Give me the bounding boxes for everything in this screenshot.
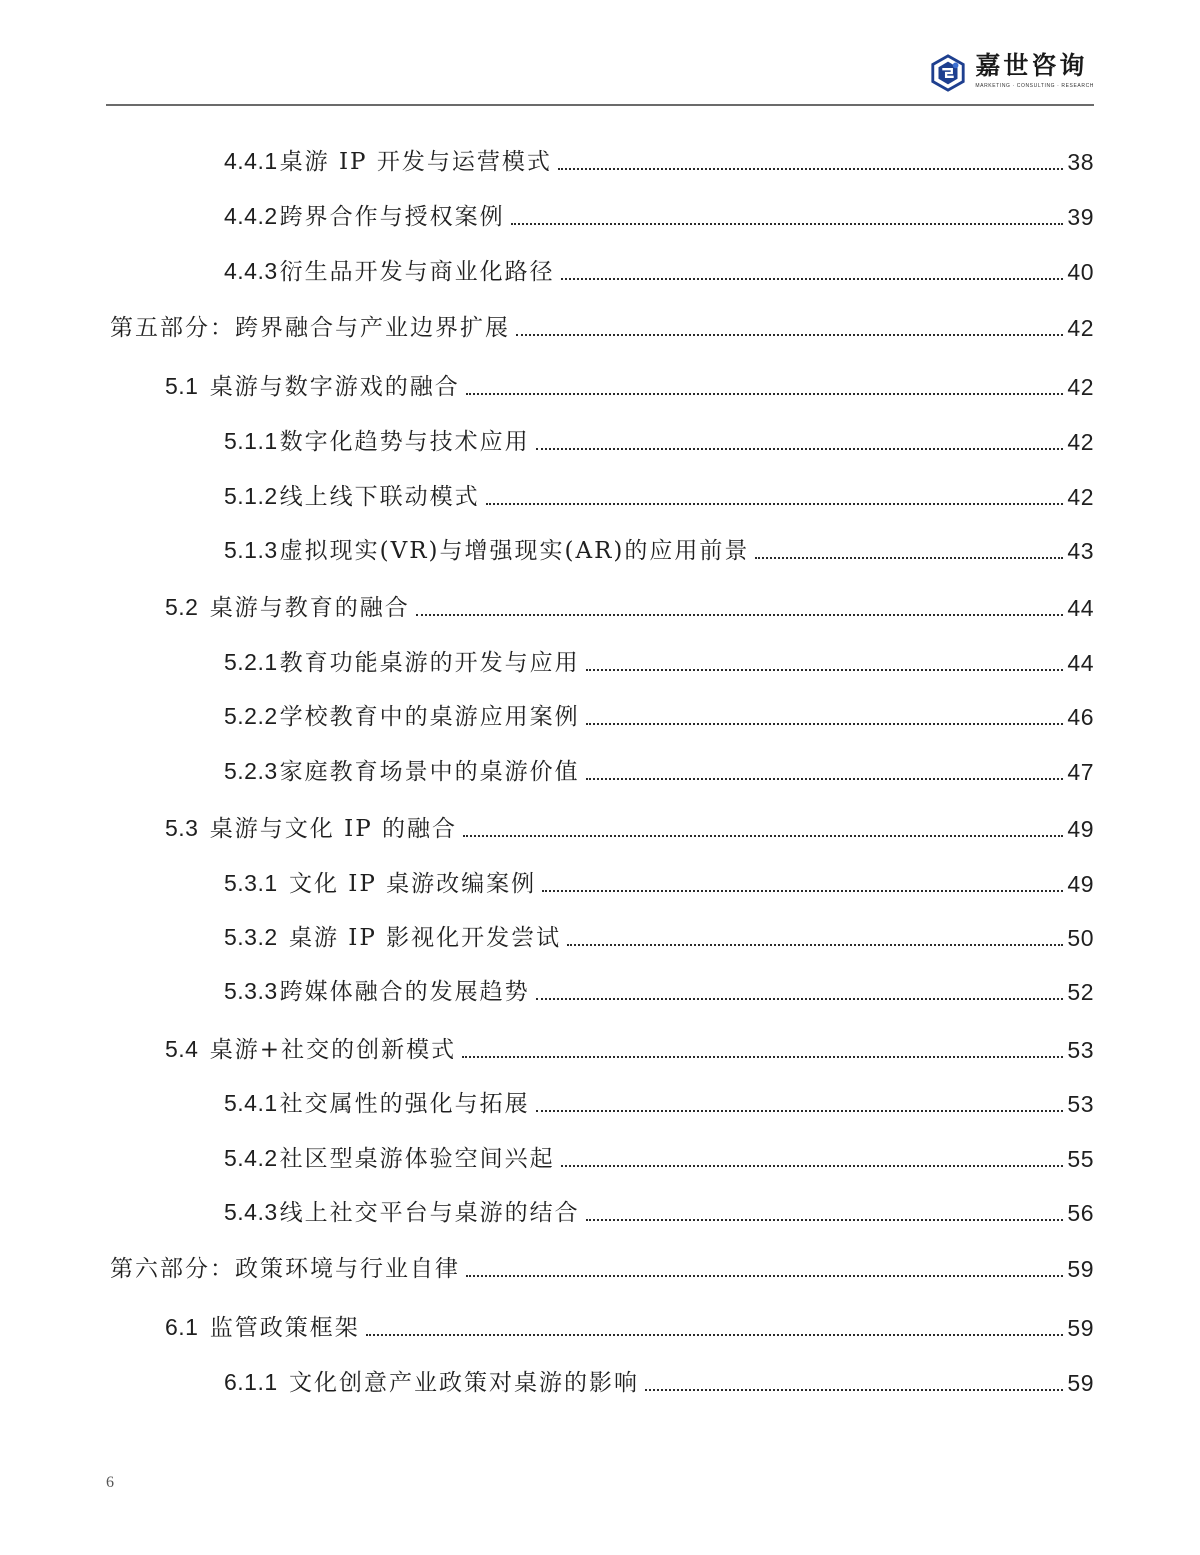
toc-entry-title: 桌游+社交的创新模式 bbox=[209, 1037, 457, 1063]
dot-leader bbox=[536, 998, 1064, 1000]
toc-entry[interactable] bbox=[224, 196, 1094, 232]
toc-entry-number: 6.1 bbox=[165, 1314, 199, 1340]
toc-entry-number: 5.1.2 bbox=[224, 483, 278, 509]
toc-entry-number: 5.3.2 bbox=[224, 924, 278, 950]
toc-entry-page: 42 bbox=[1067, 429, 1094, 455]
toc-entry[interactable] bbox=[224, 751, 1094, 787]
toc-entry-number: 5.3 bbox=[165, 815, 199, 841]
dot-leader bbox=[561, 1165, 1064, 1167]
dot-leader bbox=[645, 1389, 1063, 1391]
toc-entry-title: 跨界合作与授权案例 bbox=[279, 204, 505, 230]
toc-entry-number: 5.1.1 bbox=[224, 428, 278, 454]
toc-entry[interactable] bbox=[224, 863, 1094, 899]
toc-entry-number: 5.4.2 bbox=[224, 1145, 278, 1171]
toc-entry-section[interactable] bbox=[165, 587, 1094, 623]
toc-entry[interactable] bbox=[224, 476, 1094, 512]
toc-entry[interactable] bbox=[224, 1362, 1094, 1398]
dot-leader bbox=[366, 1334, 1064, 1336]
toc-entry-number: 5.2.2 bbox=[224, 703, 278, 729]
dot-leader bbox=[561, 278, 1064, 280]
toc-entry-title: 线上社交平台与桌游的结合 bbox=[279, 1200, 580, 1226]
toc-entry-title: 监管政策框架 bbox=[209, 1315, 360, 1341]
toc-entry-page: 50 bbox=[1067, 925, 1094, 951]
toc-entry-title: 家庭教育场景中的桌游价值 bbox=[279, 759, 580, 785]
toc-entry-page: 56 bbox=[1067, 1200, 1094, 1226]
toc-entry-page: 55 bbox=[1067, 1146, 1094, 1172]
toc-entry-page: 42 bbox=[1067, 315, 1094, 341]
toc-entry-page: 49 bbox=[1067, 871, 1094, 897]
dot-leader bbox=[542, 890, 1063, 892]
toc-entry-title: 第六部分：政策环境与行业自律 bbox=[110, 1256, 460, 1282]
toc-entry-section[interactable] bbox=[165, 1029, 1094, 1065]
dot-leader bbox=[586, 723, 1064, 725]
toc-entry-title: 社交属性的强化与拓展 bbox=[279, 1091, 530, 1117]
toc-entry-title: 跨媒体融合的发展趋势 bbox=[279, 979, 530, 1005]
toc-entry[interactable] bbox=[224, 917, 1094, 953]
logo-name: 嘉世咨询 bbox=[975, 51, 1088, 80]
toc-entry-title: 虚拟现实(VR)与增强现实(AR)的应用前景 bbox=[279, 538, 750, 564]
toc-entry-number: 5.2.1 bbox=[224, 649, 278, 675]
toc-entry-number: 5.3.3 bbox=[224, 978, 278, 1004]
toc-entry-page: 44 bbox=[1067, 650, 1094, 676]
toc-entry[interactable] bbox=[224, 421, 1094, 457]
toc-entry-number: 5.4 bbox=[165, 1036, 199, 1062]
toc-entry-page: 42 bbox=[1067, 374, 1094, 400]
toc-entry[interactable] bbox=[224, 1083, 1094, 1119]
toc-entry-number: 4.4.3 bbox=[224, 258, 278, 284]
toc-entry-title: 第五部分：跨界融合与产业边界扩展 bbox=[110, 315, 510, 341]
toc-entry-number: 5.4.3 bbox=[224, 1199, 278, 1225]
toc-entry-title: 桌游 IP 影视化开发尝试 bbox=[288, 925, 562, 951]
toc-entry-page: 59 bbox=[1067, 1370, 1094, 1396]
toc-entry-page: 46 bbox=[1067, 704, 1094, 730]
toc-entry-title: 线上线下联动模式 bbox=[279, 484, 480, 510]
dot-leader bbox=[558, 168, 1064, 170]
footer-page-number: 6 bbox=[106, 1474, 114, 1491]
dot-leader bbox=[516, 334, 1063, 336]
toc-entry-title: 学校教育中的桌游应用案例 bbox=[279, 704, 580, 730]
toc-entry[interactable] bbox=[224, 1192, 1094, 1228]
logo-tagline: MARKETING · CONSULTING · RESEARCH bbox=[975, 83, 1094, 89]
toc-entry-page: 59 bbox=[1067, 1315, 1094, 1341]
toc-entry-page: 59 bbox=[1067, 1256, 1094, 1282]
toc-entry-title: 桌游与数字游戏的融合 bbox=[209, 374, 460, 400]
toc-entry-title: 桌游与教育的融合 bbox=[209, 595, 410, 621]
toc-entry[interactable] bbox=[224, 251, 1094, 287]
toc-entry-page: 53 bbox=[1067, 1091, 1094, 1117]
toc-entry-page: 52 bbox=[1067, 979, 1094, 1005]
toc-entry-page: 53 bbox=[1067, 1037, 1094, 1063]
toc-entry-number: 5.1 bbox=[165, 373, 199, 399]
toc-entry[interactable] bbox=[224, 530, 1094, 566]
toc-entry-page: 38 bbox=[1067, 149, 1094, 175]
dot-leader bbox=[567, 944, 1063, 946]
toc-entry-title: 文化 IP 桌游改编案例 bbox=[288, 871, 537, 897]
toc-entry-page: 43 bbox=[1067, 538, 1094, 564]
toc-entry[interactable] bbox=[224, 642, 1094, 678]
toc-entry-page: 47 bbox=[1067, 759, 1094, 785]
toc-entry-section[interactable] bbox=[165, 366, 1094, 402]
toc-entry-title: 桌游与文化 IP 的融合 bbox=[209, 816, 457, 842]
toc-entry-page: 39 bbox=[1067, 204, 1094, 230]
toc-entry-title: 教育功能桌游的开发与应用 bbox=[279, 650, 580, 676]
dot-leader bbox=[586, 778, 1064, 780]
toc-entry[interactable] bbox=[224, 1138, 1094, 1174]
toc-entry-number: 5.4.1 bbox=[224, 1090, 278, 1116]
toc-entry-page: 42 bbox=[1067, 484, 1094, 510]
toc-entry-section[interactable] bbox=[165, 1307, 1094, 1343]
toc-entry[interactable] bbox=[224, 696, 1094, 732]
dot-leader bbox=[755, 557, 1063, 559]
toc-entry-number: 4.4.1 bbox=[224, 148, 278, 174]
toc-entry-part[interactable] bbox=[108, 1248, 1094, 1284]
toc-entry-page: 40 bbox=[1067, 259, 1094, 285]
toc-entry-number: 5.2 bbox=[165, 594, 199, 620]
dot-leader bbox=[462, 1056, 1063, 1058]
dot-leader bbox=[486, 503, 1064, 505]
dot-leader bbox=[416, 614, 1064, 616]
toc-entry-number: 5.3.1 bbox=[224, 870, 278, 896]
toc-entry-title: 数字化趋势与技术应用 bbox=[279, 429, 530, 455]
toc-entry-number: 4.4.2 bbox=[224, 203, 278, 229]
dot-leader bbox=[586, 1219, 1064, 1221]
toc-entry-title: 衍生品开发与商业化路径 bbox=[279, 259, 555, 285]
toc-entry-number: 5.2.3 bbox=[224, 758, 278, 784]
dot-leader bbox=[586, 669, 1064, 671]
dot-leader bbox=[463, 835, 1063, 837]
toc-entry-part[interactable] bbox=[108, 307, 1094, 343]
toc-entry-title: 桌游 IP 开发与运营模式 bbox=[279, 149, 552, 175]
dot-leader bbox=[466, 393, 1064, 395]
dot-leader bbox=[536, 448, 1064, 450]
toc-entry-title: 文化创意产业政策对桌游的影响 bbox=[288, 1370, 639, 1396]
toc-entry-section[interactable] bbox=[165, 808, 1094, 844]
toc-entry-number: 5.1.3 bbox=[224, 537, 278, 563]
toc-entry-page: 44 bbox=[1067, 595, 1094, 621]
dot-leader bbox=[466, 1275, 1063, 1277]
dot-leader bbox=[511, 223, 1064, 225]
toc-entry[interactable] bbox=[224, 141, 1094, 177]
toc-entry[interactable] bbox=[224, 971, 1094, 1007]
toc-entry-number: 6.1.1 bbox=[224, 1369, 278, 1395]
toc-entry-page: 49 bbox=[1067, 816, 1094, 842]
toc-entry-title: 社区型桌游体验空间兴起 bbox=[279, 1146, 555, 1172]
dot-leader bbox=[536, 1110, 1064, 1112]
